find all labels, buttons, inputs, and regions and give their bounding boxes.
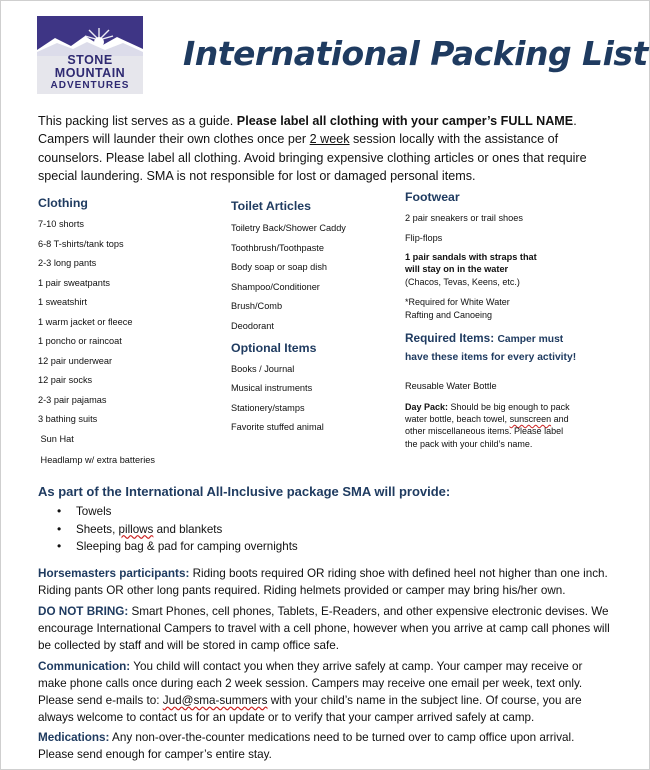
list-item: 1 poncho or raincoat (38, 336, 122, 346)
sandals-requirement-cont: will stay on in the water (405, 264, 509, 274)
optional-heading: Optional Items (231, 341, 317, 355)
list-item: Headlamp w/ extra batteries (38, 455, 155, 465)
communication-paragraph (38, 658, 613, 726)
list-item: 12 pair socks (38, 375, 93, 385)
day-pack-text: and other miscellaneous items. Please label the pack with your child’s name. (405, 414, 569, 449)
list-item: 7-10 shorts (38, 219, 84, 229)
list-item: 1 pair sweatpants (38, 278, 111, 288)
communication-label: Communication: (38, 660, 131, 673)
communication-text: You child will contact you when they arrive safely at camp. Your camper may receive or make phone calls once during each 2 week session. Campers may receive one email per week, text only. Please send e-mails to: (38, 660, 583, 707)
logo-text-mountain: MOUNTAIN (54, 66, 126, 80)
list-item: 3 bathing suits (38, 414, 98, 424)
provided-item-text: Sheets, pillows and blankets (76, 522, 223, 536)
list-item: 2-3 pair pajamas (38, 395, 107, 405)
required-label: Required Items: (405, 331, 498, 345)
do-not-bring-label: DO NOT BRING: (38, 605, 129, 618)
list-item: Stationery/stamps (231, 403, 305, 413)
intro-text: This packing list serves as a guide. (38, 114, 237, 128)
list-item: Books / Journal (231, 364, 295, 374)
provided-items-list (55, 505, 298, 558)
list-item: 12 pair underwear (38, 356, 113, 366)
logo-text-adventures: ADVENTURES (50, 80, 130, 91)
logo-text-stone: STONE (67, 53, 113, 67)
day-pack-sunscreen: sunscreen (509, 414, 552, 425)
spellcheck-word: pillows (118, 522, 154, 536)
list-item: Shampoo/Conditioner (231, 282, 320, 292)
do-not-bring-paragraph (38, 603, 613, 654)
sandals-requirement: 1 pair sandals with straps that (405, 252, 537, 262)
do-not-bring-text: Smart Phones, cell phones, Tablets, E-Readers, and other expensive electronic devises. We encourage International Campers to travel with a cell phone, however when you arrive at camp call phones will be collected by staff and will be stored in camp office safe. (38, 605, 610, 652)
intro-text: . Campers will launder their own clothes once per (38, 114, 577, 147)
sandals-brands: (Chacos, Tevas, Keens, etc.) (405, 277, 520, 287)
communication-text: with your child’s name in the subject line. Of course, you are always welcome to contact us for an update or to verify that your camper arrived safely at camp. (38, 694, 582, 724)
required-items-heading (405, 330, 585, 366)
horsemasters-label: Horsemasters participants: (38, 567, 190, 580)
white-water-note: *Required for White Water (405, 297, 510, 307)
clothing-heading: Clothing (38, 196, 88, 210)
list-item: 6-8 T-shirts/tank tops (38, 239, 124, 249)
day-pack-item (405, 401, 570, 450)
day-pack-text: Should be big enough to pack water bottle, beach towel, (405, 402, 570, 425)
email-address[interactable]: Jud@sma-summers (162, 694, 268, 707)
list-item: 2 pair sneakers or trail shoes (405, 213, 523, 223)
list-item: 1 sweatshirt (38, 297, 88, 307)
list-item: Body soap or soap dish (231, 262, 328, 272)
toilet-heading: Toilet Articles (231, 199, 311, 213)
required-subtitle: Camper must have these items for every activity! (405, 334, 577, 363)
list-item: Toiletry Back/Shower Caddy (231, 223, 346, 233)
list-item: Musical instruments (231, 383, 313, 393)
list-item: • Towels (55, 505, 298, 523)
footwear-heading: Footwear (405, 190, 460, 204)
medications-paragraph (38, 729, 613, 763)
list-item (55, 523, 298, 541)
list-item: Toothbrush/Toothpaste (231, 243, 324, 253)
list-item: • Sleeping bag & pad for camping overnights (55, 540, 298, 558)
intro-text: session locally with the assistance of counselors. Please label all clothing. Avoid bringing expensive clothing articles or ones that require special laundering. SMA is not responsible for lost or damaged personal items. (38, 132, 587, 183)
white-water-note-cont: Rafting and Canoeing (405, 310, 493, 320)
stone-mountain-logo (37, 16, 143, 94)
water-bottle-item: Reusable Water Bottle (405, 381, 497, 391)
medications-label: Medications: (38, 731, 110, 744)
list-item: 2-3 long pants (38, 258, 97, 268)
day-pack-label: Day Pack: (405, 402, 451, 412)
list-item: Favorite stuffed animal (231, 422, 324, 432)
horsemasters-paragraph (38, 565, 613, 599)
intro-two-week: 2 week (309, 132, 350, 147)
horsemasters-text: Riding boots required OR riding shoe with defined heel not higher than one inch. Riding pants OR other long pants required. Riding helmets provided or camper may bring his/her own. (38, 567, 608, 597)
intro-paragraph (38, 112, 613, 185)
intro-label-instruction: Please label all clothing with your camper’s FULL NAME (236, 114, 574, 128)
list-item: Deodorant (231, 321, 274, 331)
list-item: Flip-flops (405, 233, 443, 243)
list-item: Brush/Comb (231, 301, 283, 311)
list-item: Sun Hat (38, 434, 74, 444)
list-item: 1 warm jacket or fleece (38, 317, 133, 327)
medications-text: Any non-over-the-counter medications need to be turned over to camp office upon arrival. Please send enough for camper’s entire stay. (38, 731, 575, 761)
provide-heading: As part of the International All-Inclusive package SMA will provide: (38, 484, 451, 499)
page-title: International Packing List (183, 34, 648, 73)
